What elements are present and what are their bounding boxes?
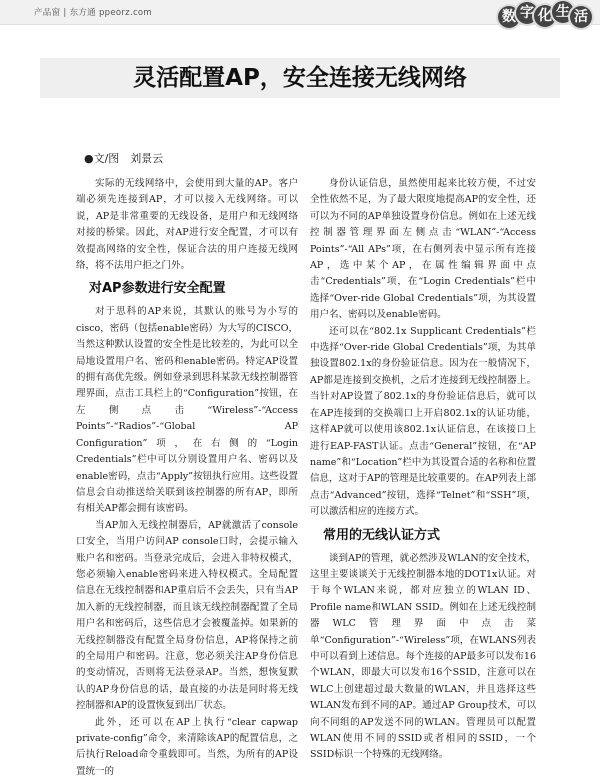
brand-logo: [502, 0, 592, 34]
article-byline: ●文/图 刘景云: [84, 152, 164, 165]
page-header: [0, 0, 600, 38]
brand-char-1: 数: [498, 6, 520, 28]
header-strip-text: 产品窗 | 东方通 ppeorz.com: [34, 8, 153, 18]
brand-char-3: 化: [534, 5, 556, 27]
article-title: 灵活配置AP，安全连接无线网络: [133, 65, 467, 91]
brand-char-4: 生: [552, 1, 574, 23]
brand-char-5: 活: [570, 6, 592, 28]
left-paragraph-3: 当AP加入无线控制器后，AP就激活了console口安全，当用户访问AP console口时，会提示输入账户名和密码。当登录完成后，会进入非特权模式，您必须输入enable密码来进入特权模式。全局配置信息在无线控制器和AP重启后不会丢失，只有当AP加入新的无线控制器，而且该无线控制器配置了全局用户名和密码后，这些信息才会被覆盖掉。如果新的无线控制器没有配置全局身份信息，AP将保持之前的全局用户和密码。注意，您必须关注AP身份信息的变动情况，否则将无法登录AP。当然，想恢复默认的AP身份信息的话，最直接的办法是同时将无线控制器和AP的设置恢复到出厂状态。: [76, 519, 298, 712]
right-column: [310, 176, 536, 764]
right-paragraph-2: 还可以在“802.1x Supplicant Credentials”栏中选择“Over-ride Global Credentials”项，为其单独设置802.1x的身份验证信息。因为在一般情况下，AP都是连接到交换机，之后才连接到无线控制器上。当针对AP设置了802.1x的身份验证信息后，就可以在AP连接到的交换端口上开启802.1x的认证功能，这样AP就可以使用该802.1x认证信息，在该接口上进行EAP-FAST认证。点击“General”按钮，在“AP name”和“Location”栏中为其设置合适的名称和位置信息，这对于AP的管理是比较重要的。在AP列表上部点击“Advanced”按钮，选择“Telnet”和“SSH”项，可以激活相应的连接方式。: [310, 325, 537, 518]
left-paragraph-1: 实际的无线网络中，会使用到大量的AP。客户端必须先连接到AP，才可以接入无线网络。可以说，AP是非常重要的无线设备，是用户和无线网络对接的桥梁。因此，对AP进行安全配置，才可以有效提高网络的安全性，保证合法的用户连接无线网络，将不法用户拒之门外。: [76, 178, 298, 272]
left-paragraph-2: 对于思科的AP来说，其默认的账号为小写的cisco，密码（包括enable密码）为大写的CISCO，当然这种默认设置的安全性是比较差的，为此可以全局地设置用户名、密码和enable密码。特定AP设置的拥有高优先级。例如登录到思科某款无线控制器管理界面，点击工具栏上的“Configuration”按钮，在左侧点击“Wireless”-“Access Points”-“Radios”-“Global AP Configuration”项，在右侧的“Login Credentials”栏中可以分别设置用户名、密码以及enable密码，点击“Apply”按钮执行应用。这些设置信息会自动推送给关联到该控制器的所有AP，即所有相关AP都会拥有该密码。: [76, 306, 299, 515]
right-paragraph-1: 身份认证信息，虽然使用起来比较方便，不过安全性依然不足，为了最大限度地提高AP的安全性，还可以为不同的AP单独设置身份信息。例如在上述无线控制器管理界面左侧点击“WLAN”-“Access Points”-“All APs”项，在右侧列表中显示所有连接AP，选中某个AP，在属性编辑界面中点击“Credentials”项，在“Login Credentials”栏中选择“Over-ride Global Credentials”项，为其设置用户名、密码以及enable密码。: [310, 178, 536, 321]
section-heading-auth-methods: 常用的无线认证方式: [323, 527, 441, 543]
left-paragraph-4: 此外，还可以在AP上执行“clear capwap private-config”命令，来清除该AP的配置信息，之后执行Reload命令重载即可。当然，为所有的AP设置统一的: [76, 716, 298, 777]
brand-char-2: 字: [516, 2, 538, 24]
right-paragraph-3: 谈到AP的管理，就必然涉及WLAN的安全技术，这里主要谈谈关于无线控制器本地的DOT1x认证。对于每个WLAN来说，都对应独立的WLAN ID、Profile name和WLAN SSID。例如在上述无线控制器WLC管理界面中点击菜单“Configuration”-“Wireless”项，在WLANS列表中可以看到上述信息。每个连接的AP最多可以发布16个WLAN，即最大可以发布16个SSID，注意可以在WLC上创建超过最大数量的WLAN，并且选择这些WLAN发布到不同的AP。通过AP Group技术，可以向不同组的AP发送不同的WLAN。管理员可以配置WLAN使用不同的SSID或者相同的SSID，一个SSID标识一个特殊的无线网络。: [310, 552, 536, 761]
section-heading-ap-config: 对AP参数进行安全配置: [89, 281, 226, 297]
left-column: [76, 176, 298, 780]
